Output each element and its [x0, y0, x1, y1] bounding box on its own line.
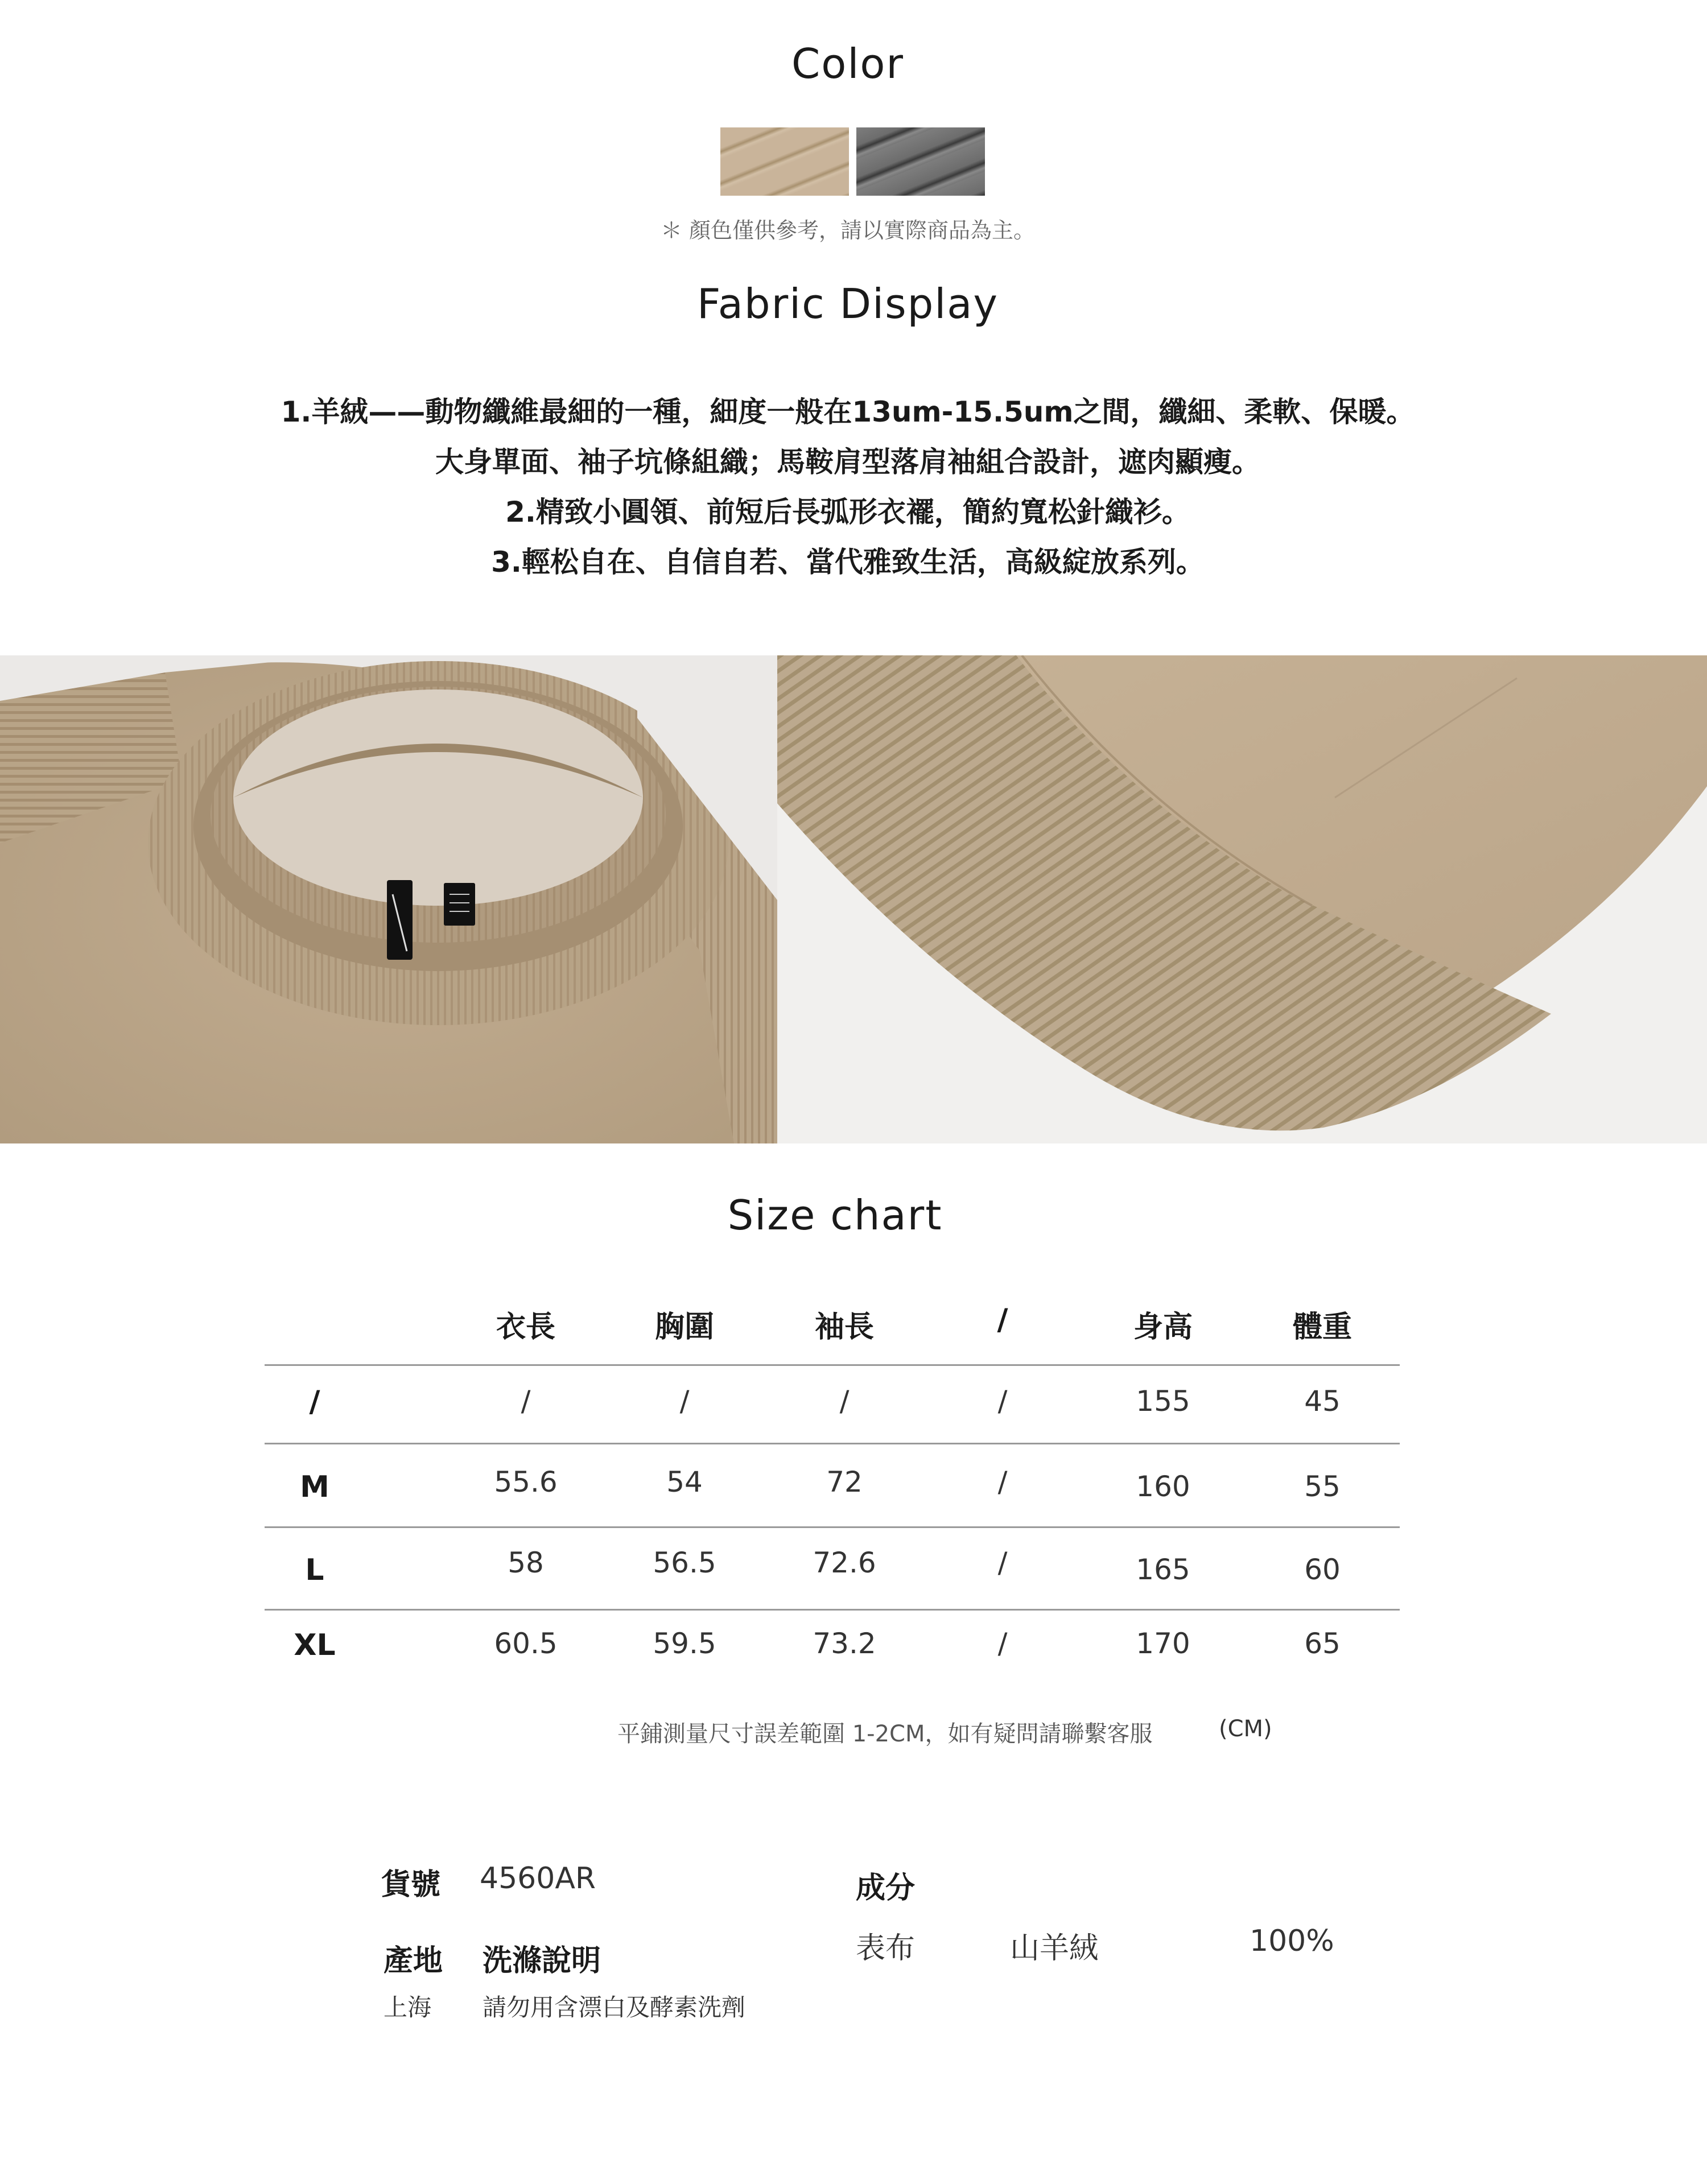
- fabric-line-4: 3.輕松自在、自信自若、當代雅致生活，高級綻放系列。: [491, 546, 1205, 579]
- table-divider: [265, 1443, 1400, 1444]
- table-divider: [265, 1364, 1400, 1366]
- color-swatch-gray[interactable]: [856, 127, 985, 196]
- table-cell: /: [997, 1465, 1008, 1498]
- row-size-label: XL: [294, 1628, 336, 1662]
- table-cell: 73.2: [813, 1627, 876, 1660]
- table-cell: /: [997, 1627, 1008, 1660]
- table-cell: 55: [1304, 1470, 1341, 1503]
- color-swatch-beige[interactable]: [720, 127, 849, 196]
- size-chart-note: 平鋪測量尺寸誤差範圍 1-2CM，如有疑問請聯繫客服: [617, 1721, 1153, 1747]
- fabric-line-3: 2.精致小圓領、前短后長弧形衣襬，簡約寬松針織衫。: [505, 496, 1190, 529]
- fabric-section-title: Fabric Display: [696, 280, 999, 328]
- origin-label: 產地: [384, 1944, 443, 1978]
- fabric-line-1: 1.羊絨——動物纖維最細的一種，細度一般在13um-15.5um之間，纖細、柔軟、保暖。: [281, 395, 1415, 428]
- composition-percent: 100%: [1250, 1924, 1334, 1958]
- row-size-label: M: [300, 1470, 329, 1504]
- header-length: 衣長: [496, 1310, 555, 1344]
- collar-illustration: [0, 655, 777, 1143]
- origin-value: 上海: [384, 1993, 432, 2021]
- table-cell: 65: [1304, 1627, 1341, 1660]
- table-cell: 72: [826, 1465, 863, 1498]
- composition-part: 表布: [856, 1931, 916, 1966]
- table-cell: 45: [1304, 1385, 1341, 1418]
- item-number-label: 貨號: [381, 1868, 441, 1902]
- table-cell: 54: [666, 1465, 703, 1498]
- size-chart-unit: (CM): [1219, 1716, 1272, 1742]
- header-slash: /: [997, 1303, 1008, 1337]
- care-value: 請勿用含漂白及酵素洗劑: [483, 1993, 746, 2021]
- table-cell: 60: [1304, 1553, 1341, 1586]
- color-disclaimer: ＊ 顏色僅供參考，請以實際商品為主。: [660, 218, 1036, 243]
- composition-material: 山羊絨: [1010, 1931, 1099, 1966]
- fabric-description: [0, 387, 1696, 587]
- color-section-title: Color: [791, 40, 904, 88]
- header-weight: 體重: [1292, 1310, 1352, 1344]
- table-cell: 170: [1136, 1627, 1190, 1660]
- table-cell: 58: [508, 1546, 544, 1579]
- header-height: 身高: [1133, 1310, 1193, 1344]
- table-cell: 55.6: [494, 1465, 558, 1498]
- table-cell: 155: [1136, 1385, 1190, 1418]
- table-cell: /: [997, 1385, 1008, 1418]
- care-label: 洗滌說明: [483, 1944, 601, 1978]
- table-cell: 72.6: [813, 1546, 876, 1579]
- header-chest: 胸圍: [654, 1310, 714, 1344]
- row-size-label: /: [309, 1385, 320, 1419]
- fabric-line-2: 大身單面、袖子坑條組織；馬鞍肩型落肩袖組合設計，遮肉顯瘦。: [435, 445, 1260, 478]
- table-divider: [265, 1609, 1400, 1611]
- table-divider: [265, 1526, 1400, 1528]
- table-cell: /: [997, 1546, 1008, 1579]
- header-sleeve: 袖長: [814, 1310, 874, 1344]
- table-cell: 165: [1136, 1553, 1190, 1586]
- row-size-label: L: [305, 1553, 324, 1587]
- table-cell: 59.5: [653, 1627, 716, 1660]
- size-chart-title: Size chart: [727, 1191, 943, 1239]
- composition-label: 成分: [856, 1871, 916, 1905]
- table-cell: /: [521, 1385, 531, 1418]
- table-cell: 56.5: [653, 1546, 716, 1579]
- table-cell: 60.5: [494, 1627, 558, 1660]
- table-cell: 160: [1136, 1470, 1190, 1503]
- sweater-hem-photo: [777, 655, 1707, 1143]
- sweater-collar-photo: [0, 655, 777, 1143]
- item-number-value: 4560AR: [480, 1861, 596, 1896]
- hem-illustration: [777, 655, 1707, 1143]
- table-cell: /: [679, 1385, 690, 1418]
- table-cell: /: [839, 1385, 850, 1418]
